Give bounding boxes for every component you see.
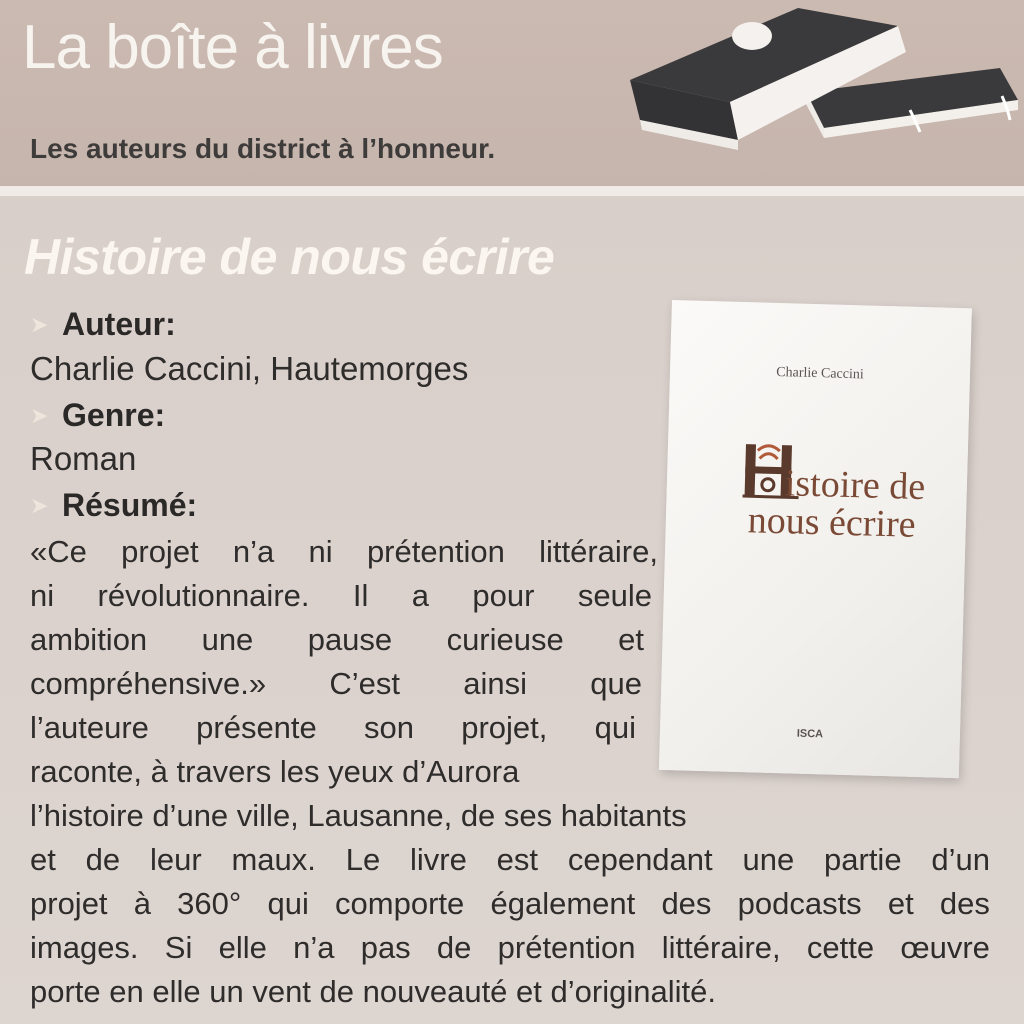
summary-word: pas	[360, 930, 411, 965]
summary-word: leur	[149, 842, 202, 877]
summary-word: pour	[472, 578, 535, 613]
summary-word: des	[939, 886, 990, 921]
cover-publisher: ISCA	[796, 727, 824, 741]
summary-word: présente	[196, 710, 317, 745]
summary-word: elle	[218, 930, 267, 965]
summary-line	[30, 930, 990, 974]
summary-word: est	[496, 842, 539, 877]
summary-word: des	[661, 886, 712, 921]
summary-word: Si	[164, 930, 193, 965]
summary-word: n’a	[293, 930, 335, 965]
author-heading	[30, 306, 176, 343]
author-value: Charlie Caccini, Hautemorges	[30, 350, 469, 387]
summary-word: son	[364, 710, 414, 745]
summary-word: seule	[577, 578, 652, 613]
author-label: Auteur:	[62, 306, 176, 342]
summary-line: raconte, à travers les yeux d’Aurora	[30, 754, 520, 789]
summary-word: projet	[121, 534, 199, 569]
summary-word: images.	[30, 930, 139, 965]
summary-word: Le	[345, 842, 381, 877]
cover-title-line-2: nous écrire	[747, 499, 917, 546]
triangle-bullet-icon: ➤	[30, 403, 49, 428]
summary-line	[30, 578, 652, 622]
summary-line	[30, 886, 990, 930]
summary-word: de	[85, 842, 121, 877]
book-title: Histoire de nous écrire	[24, 229, 555, 285]
summary-word: et	[618, 622, 644, 657]
summary-word: compréhensive.»	[30, 666, 267, 701]
summary-word: n’a	[232, 534, 275, 569]
summary-word: ni	[30, 578, 55, 613]
summary-word: C’est	[329, 666, 400, 701]
genre-label: Genre:	[62, 397, 166, 433]
summary-word: Il	[352, 578, 369, 613]
summary-word: prétention	[366, 534, 505, 569]
summary-word: maux.	[231, 842, 316, 877]
summary-word: littéraire,	[661, 930, 781, 965]
cover-author: Charlie Caccini	[776, 364, 864, 383]
summary-word: l’auteure	[30, 710, 149, 745]
summary-line	[30, 534, 658, 578]
summary-word: littéraire,	[539, 534, 658, 569]
summary-word: œuvre	[900, 930, 990, 965]
summary-word: que	[590, 666, 642, 701]
summary-word: et	[887, 886, 914, 921]
summary-line	[30, 842, 990, 886]
summary-word: podcasts	[737, 886, 862, 921]
summary-word: «Ce	[30, 534, 87, 569]
header-divider	[0, 186, 1024, 196]
summary-word: cependant	[567, 842, 713, 877]
cover-title-line-1: istoire de	[784, 462, 926, 509]
summary-word: qui	[594, 710, 636, 745]
summary-word: une	[742, 842, 795, 877]
summary-word: curieuse	[446, 622, 564, 657]
summary-word: prétention	[497, 930, 636, 965]
summary-word: cette	[806, 930, 875, 965]
summary-line	[30, 622, 644, 666]
summary-word: projet,	[461, 710, 548, 745]
stacked-books-icon	[620, 0, 1024, 186]
summary-heading	[30, 487, 197, 524]
column-subtitle: Les auteurs du district à l’honneur.	[30, 133, 496, 164]
summary-line: l’histoire d’une ville, Lausanne, de ses habitants	[30, 798, 687, 833]
summary-word: une	[201, 622, 254, 657]
book-cover	[659, 300, 972, 778]
column-title: La boîte à livres	[22, 13, 443, 82]
genre-value: Roman	[30, 440, 137, 477]
summary-word: ambition	[30, 622, 148, 657]
summary-word: également	[490, 886, 636, 921]
summary-word: qui	[267, 886, 309, 921]
summary-word: révolutionnaire.	[97, 578, 310, 613]
summary-word: partie	[824, 842, 902, 877]
triangle-bullet-icon: ➤	[30, 312, 49, 337]
summary-word: d’un	[931, 842, 990, 877]
summary-word: projet	[30, 886, 108, 921]
summary-word: a	[411, 578, 430, 613]
genre-heading	[30, 397, 165, 434]
summary-word: livre	[410, 842, 467, 877]
summary-word: à	[133, 886, 151, 921]
summary-line	[30, 666, 642, 710]
summary-label: Résumé:	[62, 487, 198, 523]
summary-line: porte en elle un vent de nouveauté et d’originalité.	[30, 974, 716, 1009]
summary-word: ni	[308, 534, 333, 569]
summary-word: ainsi	[463, 666, 527, 701]
summary-word: 360°	[177, 886, 242, 921]
summary-word: de	[436, 930, 472, 965]
summary-word: et	[30, 842, 56, 877]
summary-word: pause	[307, 622, 393, 657]
triangle-bullet-icon: ➤	[30, 493, 49, 518]
summary-word: comporte	[335, 886, 465, 921]
summary-line	[30, 710, 636, 754]
